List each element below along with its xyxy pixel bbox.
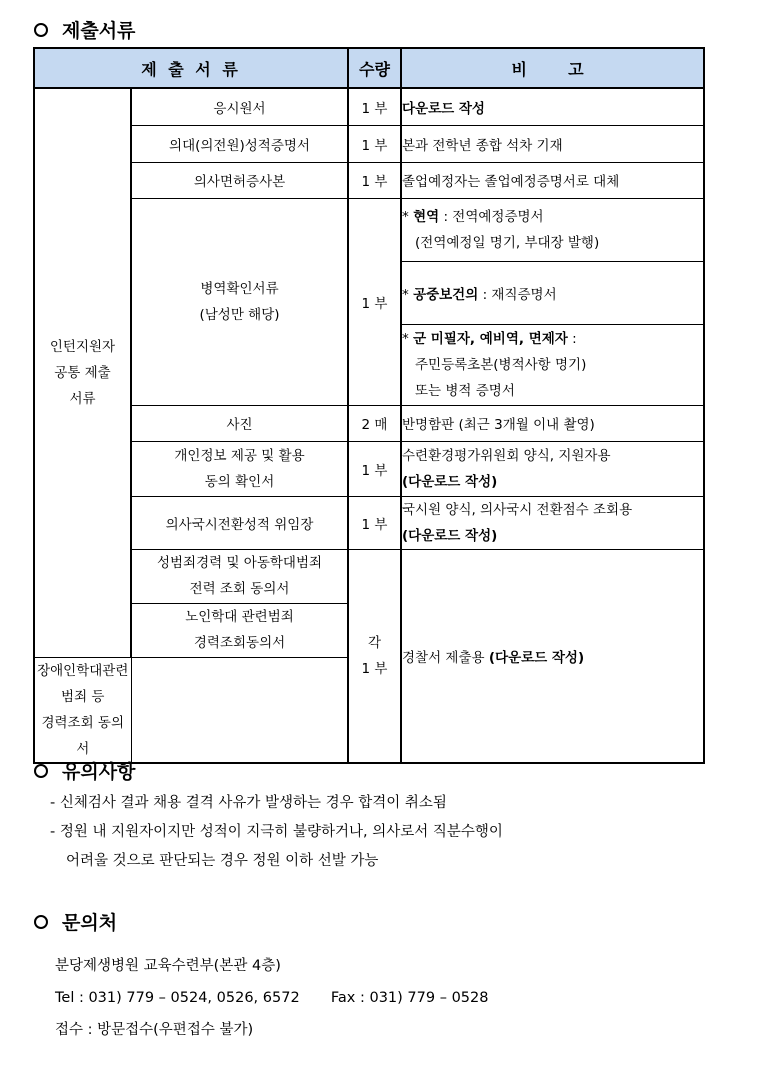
documents-section-title [34,16,135,43]
doc-name-line: 전력 조회 동의서 [189,581,290,597]
table-row [34,441,704,496]
remark-label: 군 미필자, 예비역, 면제자 [413,330,568,347]
documents-title-text: 제출서류 [62,20,136,42]
table-row [34,162,704,198]
doc-name: 의사국시전환성적 위임장 [131,496,348,549]
table-row [34,125,704,162]
category-cell [34,88,131,657]
table-row [34,496,704,549]
doc-name [131,603,348,657]
doc-name-line: 경력조회동의서 [193,635,286,651]
header-remarks: 비 고 [401,48,704,88]
doc-qty: 1 부 [348,162,401,198]
contact-reception: 접수 : 방문접수(우편접수 불가) [55,1022,254,1038]
header-quantity: 수량 [348,48,401,88]
notes-section-title [34,757,135,784]
remark-line: 수련환경평가위원회 양식, 지원자용 [402,447,611,464]
doc-name: 의사면허증사본 [131,162,348,198]
table-row [34,549,704,603]
remark-label: 현역 [413,208,440,225]
category-line: 서류 [69,390,96,407]
remark-line: * 군 미필자, 예비역, 면제자 : [402,330,577,347]
doc-remark: 졸업예정자는 졸업예정증명서로 대체 [401,162,704,198]
notes-list [50,789,503,876]
contact-info [55,950,488,1046]
doc-remark [401,441,704,496]
doc-remark [401,549,704,763]
doc-name-line: 개인정보 제공 및 활용 [174,447,305,464]
remark-text: : 전역예정증명서 [439,208,544,225]
doc-name-line: 동의 확인서 [204,473,275,490]
contact-section-title [34,908,117,935]
circle-bullet-icon [34,915,48,929]
doc-name-line: 노인학대 관련범죄 [185,609,294,625]
remark-line: (전역예정일 명기, 부대장 발행) [415,234,600,251]
circle-bullet-icon [34,764,48,778]
category-line: 공통 제출 [54,364,111,381]
documents-table [33,47,705,764]
table-row [34,88,704,125]
notes-title-text: 유의사항 [62,761,136,783]
remark-line: (다운로드 작성) [402,527,498,544]
remark-line: (다운로드 작성) [402,473,498,490]
doc-name-line: 경력조회 동의서 [41,714,125,757]
contact-fax: Fax : 031) 779 – 0528 [330,990,489,1006]
doc-qty: 1 부 [348,125,401,162]
contact-dept: 분당제생병원 교육수련부(본관 4층) [55,958,281,974]
doc-remark: 반명함판 (최근 3개월 이내 촬영) [401,405,704,441]
remark-line: 또는 병적 증명서 [415,382,515,399]
doc-name [131,198,348,405]
category-line: 인턴지원자 [49,338,116,355]
qty-line: 1 부 [361,660,388,677]
doc-name [131,549,348,603]
contact-title-text: 문의처 [62,912,118,934]
doc-name-line: 장애인학대관련 범죄 등 [37,662,129,705]
remark-line: * 현역 : 전역예정증명서 [402,208,544,225]
table-row [34,405,704,441]
table-row [34,198,704,261]
remark-label: 공중보건의 [413,286,479,303]
doc-name: 의대(의전원)성적증명서 [131,125,348,162]
list-item: 어려울 것으로 판단되는 경우 정원 이하 선발 가능 [66,853,379,869]
doc-name-line: (남성만 해당) [199,306,280,323]
remark-text: : [567,330,577,347]
doc-remark [401,324,704,405]
doc-qty: 1 부 [348,496,401,549]
remark-line: 국시원 양식, 의사국시 전환점수 조회용 [402,501,633,518]
header-documents: 제 출 서 류 [34,48,348,88]
list-item: - 신체검사 결과 채용 결격 사유가 발생하는 경우 합격이 취소됨 [50,795,447,811]
doc-name-line: 병역확인서류 [200,280,279,297]
doc-remark [401,496,704,549]
remark-text: 경찰서 제출용 [402,649,489,666]
doc-remark: 본과 전학년 종합 석차 기재 [401,125,704,162]
circle-bullet-icon [34,23,48,37]
doc-name [131,441,348,496]
remark-text: : 재직증명서 [478,286,557,303]
doc-name: 사진 [131,405,348,441]
qty-line: 각 [367,634,382,651]
table-header-row [34,48,704,88]
doc-name [34,657,131,763]
doc-qty: 1 부 [348,198,401,405]
doc-name: 응시원서 [131,88,348,125]
remark-line: 주민등록초본(병적사항 명기) [415,356,587,373]
doc-qty: 1 부 [348,88,401,125]
remark-label: (다운로드 작성) [488,649,585,666]
doc-name-line: 성범죄경력 및 아동학대범죄 [156,555,323,571]
doc-qty: 2 매 [348,405,401,441]
contact-tel: Tel : 031) 779 – 0524, 0526, 6572 [55,990,300,1006]
doc-remark [401,198,704,261]
list-item: - 정원 내 지원자이지만 성적이 지극히 불량하거나, 의사로서 직분수행이 [50,824,503,840]
contact-phone-line [55,982,488,1014]
doc-remark: 다운로드 작성 [401,88,704,125]
doc-qty: 1 부 [348,441,401,496]
doc-qty [348,549,401,763]
doc-remark: * 공중보건의 : 재직증명서 [401,261,704,324]
